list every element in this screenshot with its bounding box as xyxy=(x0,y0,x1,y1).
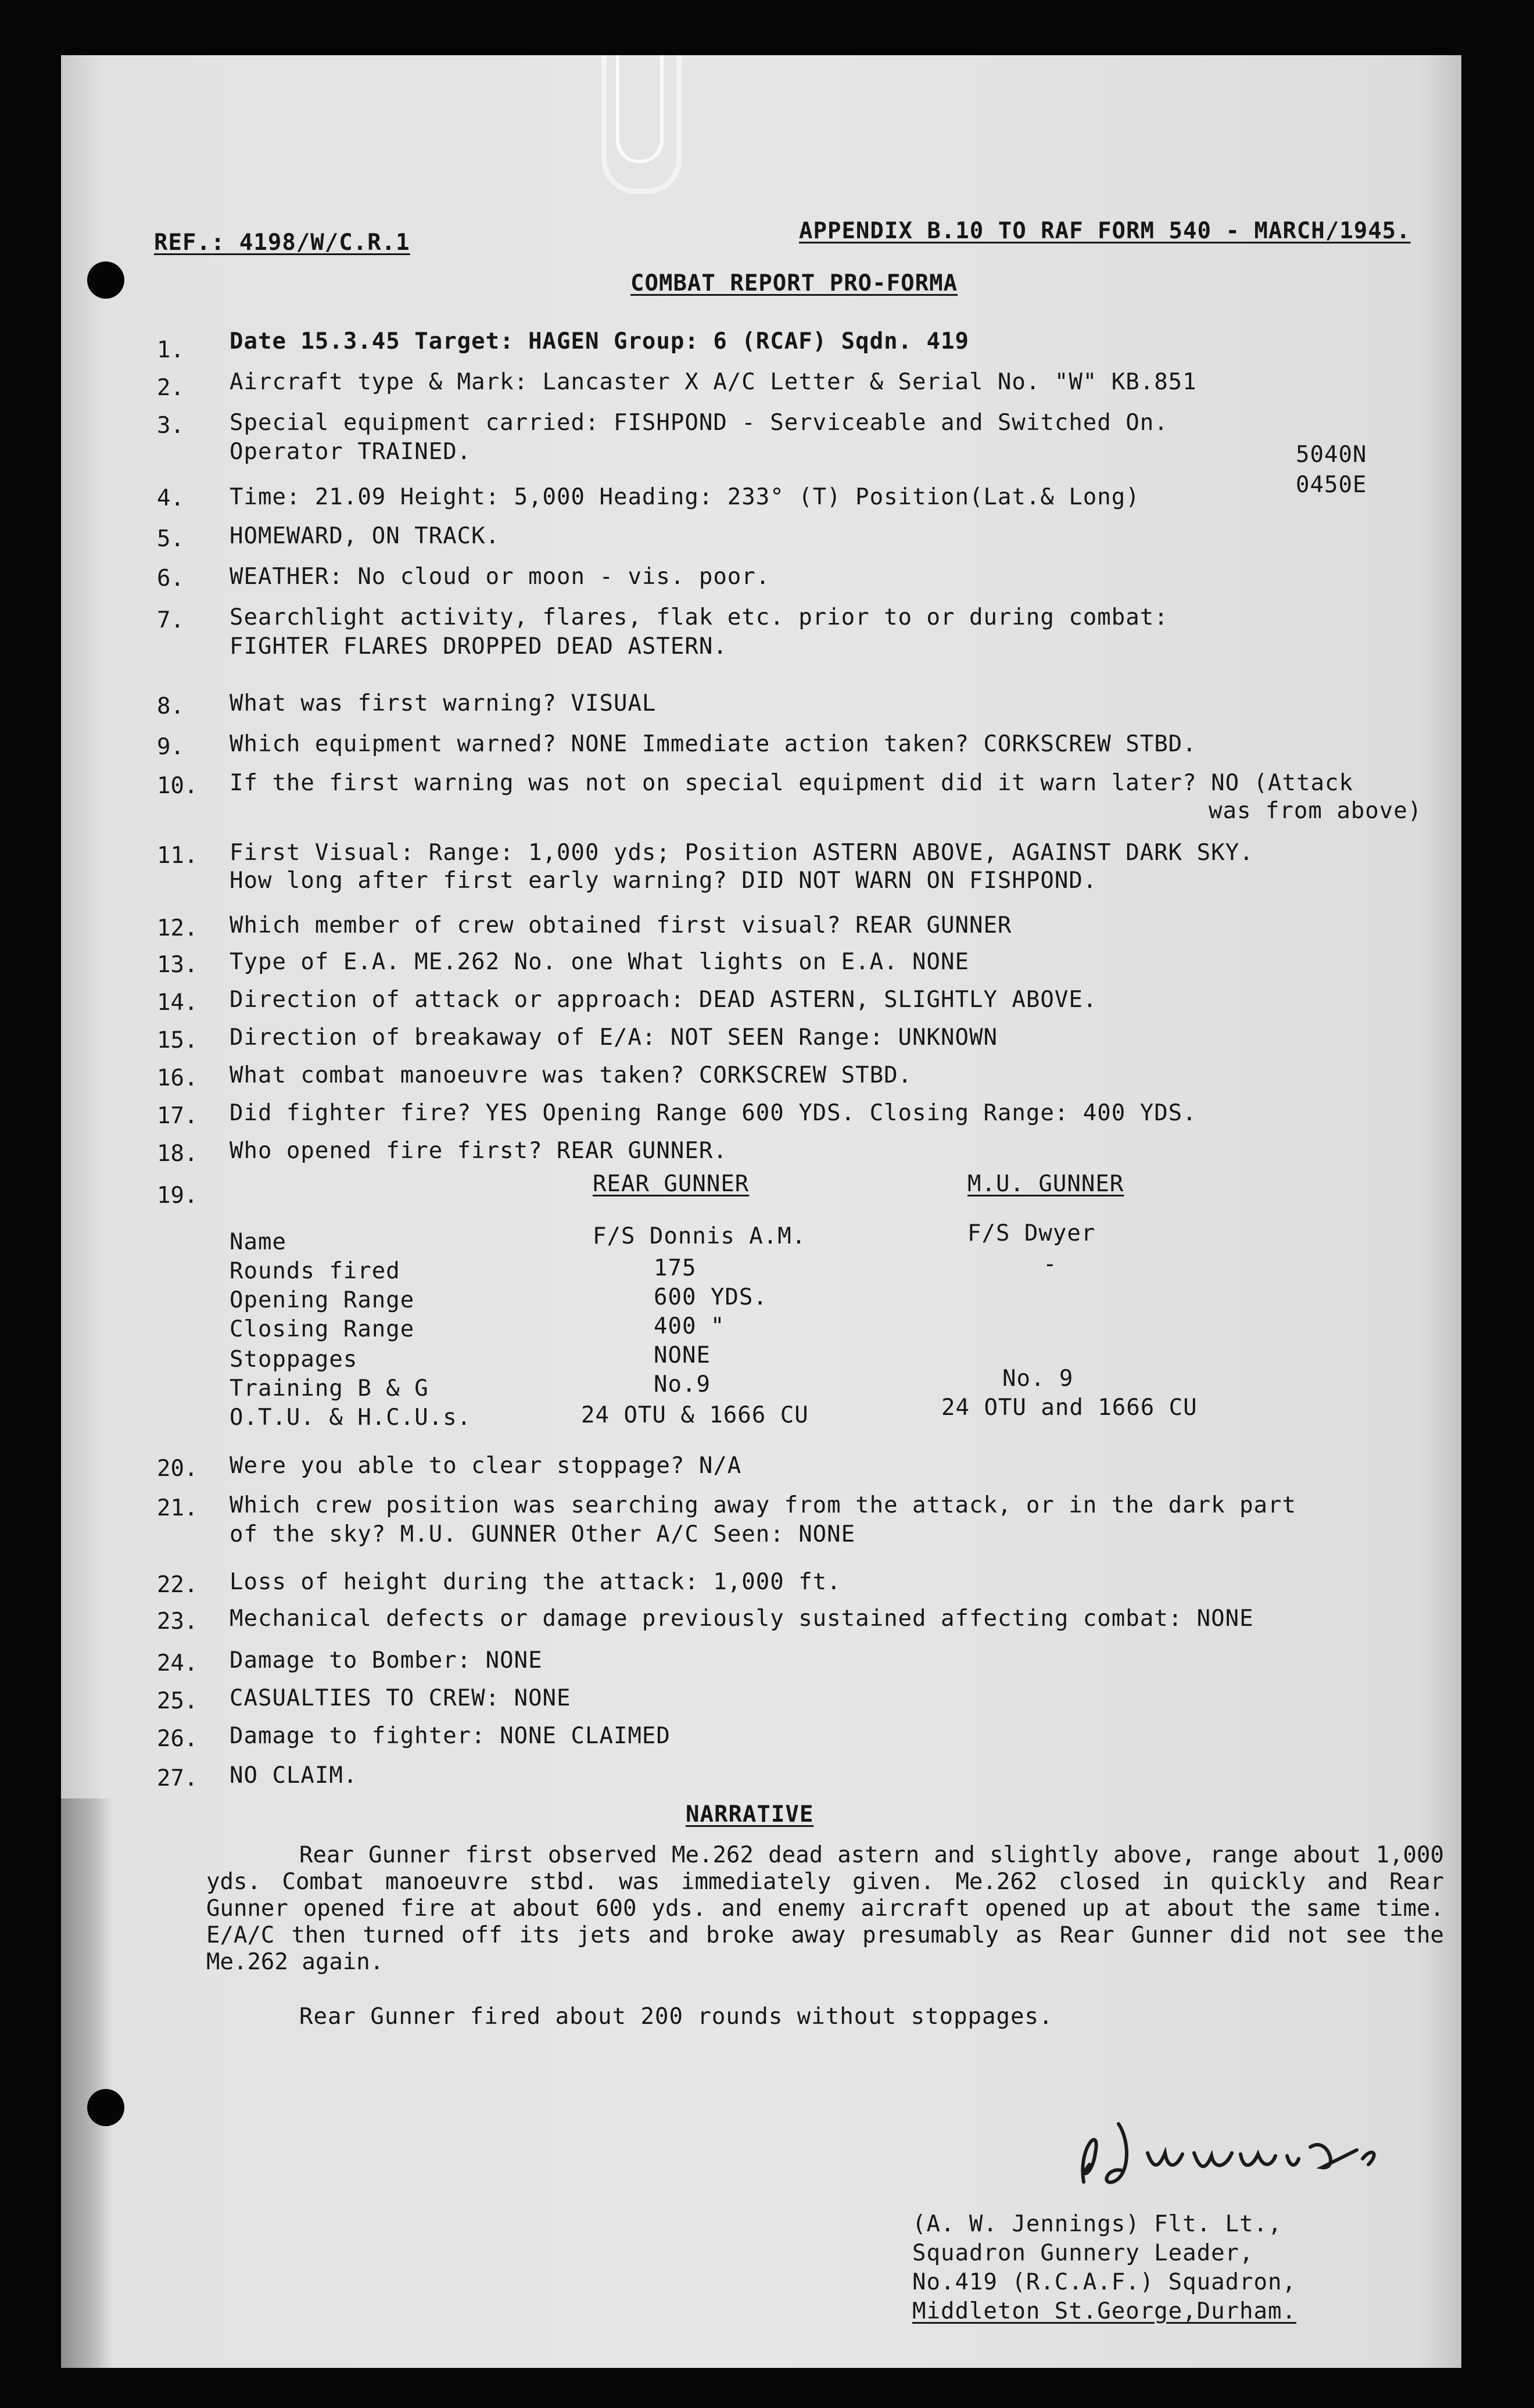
item-number: 13. xyxy=(157,952,198,978)
label-opening: Opening Range xyxy=(230,1287,415,1313)
label-training: Training B & G xyxy=(230,1375,429,1402)
label-closing: Closing Range xyxy=(230,1316,415,1342)
item-crew-visual: Which member of crew obtained first visual? REAR GUNNER xyxy=(230,912,1012,938)
rear-otu: 24 OTU & 1666 CU xyxy=(581,1402,809,1428)
signatory-squadron: No.419 (R.C.A.F.) Squadron, xyxy=(912,2269,1296,2295)
item-number: 4. xyxy=(157,485,184,511)
item-number: 2. xyxy=(157,375,184,401)
item-time-height: Time: 21.09 Height: 5,000 Heading: 233° (T) Position(Lat.& Long) xyxy=(230,484,1140,510)
reference-number: REF.: 4198/W/C.R.1 xyxy=(154,230,410,256)
item-weather: WEATHER: No cloud or moon - vis. poor. xyxy=(230,564,770,590)
item-first-warning: What was first warning? VISUAL xyxy=(230,690,657,716)
item-casualties: CASUALTIES TO CREW: NONE xyxy=(230,1685,571,1711)
item-number: 18. xyxy=(157,1141,198,1167)
item-first-visual: First Visual: Range: 1,000 yds; Position ASTERN ABOVE, AGAINST DARK SKY. xyxy=(230,840,1254,866)
mu-gunner-header: M.U. GUNNER xyxy=(967,1171,1124,1197)
item-breakaway: Direction of breakaway of E/A: NOT SEEN Range: UNKNOWN xyxy=(230,1024,998,1051)
label-rounds: Rounds fired xyxy=(230,1258,400,1284)
punch-hole-top xyxy=(87,261,124,299)
item-number: 15. xyxy=(157,1027,198,1054)
item-operator: Operator TRAINED. xyxy=(230,439,472,465)
position-longitude: 0450E xyxy=(1296,472,1367,498)
item-number: 27. xyxy=(157,1765,198,1791)
item-later-warning-cont: was from above) xyxy=(1209,798,1422,824)
rear-gunner-header: REAR GUNNER xyxy=(593,1171,750,1197)
item-number: 12. xyxy=(157,915,198,941)
item-special-equipment: Special equipment carried: FISHPOND - Serviceable and Switched On. xyxy=(230,410,1169,436)
item-loss-of-height: Loss of height during the attack: 1,000 ft. xyxy=(230,1569,841,1595)
item-number: 22. xyxy=(157,1572,198,1598)
item-clear-stoppage: Were you able to clear stoppage? N/A xyxy=(230,1453,742,1479)
item-number: 11. xyxy=(157,843,198,869)
item-number: 10. xyxy=(157,773,198,799)
rear-training: No.9 xyxy=(654,1371,711,1397)
item-homeward: HOMEWARD, ON TRACK. xyxy=(230,523,500,549)
item-number: 26. xyxy=(157,1726,198,1752)
item-crew-searching-cont: of the sky? M.U. GUNNER Other A/C Seen: NONE xyxy=(230,1521,856,1547)
paper-clip-inner xyxy=(616,55,664,163)
paper-fold-shadow xyxy=(61,1798,113,2368)
label-stoppages: Stoppages xyxy=(230,1346,358,1373)
item-number: 3. xyxy=(157,413,184,439)
item-date-target: Date 15.3.45 Target: HAGEN Group: 6 (RCAF) Sqdn. 419 xyxy=(230,328,969,354)
label-otu: O.T.U. & H.C.U.s. xyxy=(230,1404,472,1431)
item-later-warning: If the first warning was not on special equipment did it warn later? NO (Attack xyxy=(230,770,1353,796)
narrative-heading: NARRATIVE xyxy=(686,1801,814,1827)
punch-hole-bottom xyxy=(87,2089,124,2126)
item-no-claim: NO CLAIM. xyxy=(230,1762,358,1789)
item-fighter-flares: FIGHTER FLARES DROPPED DEAD ASTERN. xyxy=(230,633,727,660)
item-number: 8. xyxy=(157,693,184,719)
item-number: 17. xyxy=(157,1103,198,1129)
document-page xyxy=(61,55,1461,2368)
position-latitude: 5040N xyxy=(1296,442,1367,468)
label-name: Name xyxy=(230,1229,286,1255)
narrative-paragraph-2: Rear Gunner fired about 200 rounds without stoppages. xyxy=(299,2004,1053,2030)
item-number: 19. xyxy=(157,1182,198,1209)
item-number: 7. xyxy=(157,607,184,633)
item-number: 6. xyxy=(157,565,184,592)
item-number: 14. xyxy=(157,990,198,1016)
form-title: COMBAT REPORT PRO-FORMA xyxy=(630,270,958,296)
mu-rounds: - xyxy=(1043,1251,1058,1277)
item-combat-manoeuvre: What combat manoeuvre was taken? CORKSCREW STBD. xyxy=(230,1062,913,1088)
item-equipment-warned: Which equipment warned? NONE Immediate action taken? CORKSCREW STBD. xyxy=(230,731,1197,757)
item-number: 5. xyxy=(157,526,184,552)
mu-otu: 24 OTU and 1666 CU xyxy=(941,1395,1198,1421)
rear-name: F/S Donnis A.M. xyxy=(593,1223,807,1249)
item-damage-fighter: Damage to fighter: NONE CLAIMED xyxy=(230,1723,671,1749)
rear-opening: 600 YDS. xyxy=(654,1284,768,1310)
item-number: 1. xyxy=(157,337,184,363)
item-opened-fire: Who opened fire first? REAR GUNNER. xyxy=(230,1138,727,1164)
item-fighter-fire: Did fighter fire? YES Opening Range 600 YDS. Closing Range: 400 YDS. xyxy=(230,1100,1197,1126)
rear-rounds: 175 xyxy=(654,1255,697,1281)
item-number: 20. xyxy=(157,1456,198,1482)
item-number: 21. xyxy=(157,1495,198,1521)
handwritten-signature xyxy=(1066,2112,1392,2199)
item-number: 23. xyxy=(157,1608,198,1635)
rear-closing: 400 " xyxy=(654,1313,725,1339)
narrative-paragraph: Rear Gunner first observed Me.262 dead astern and slightly above, range about 1,000 yds. Combat manoeuvre stbd. was immediately given. Me.262 closed in quickly and Rear Gunner opened fire at about 600 yds. and enemy aircraft opened up at about the same time. E/A/C then turned off its jets and broke away presumably as Rear Gunner did not see the Me.262 again. xyxy=(206,1842,1444,1975)
item-direction-attack: Direction of attack or approach: DEAD ASTERN, SLIGHTLY ABOVE. xyxy=(230,987,1098,1013)
signatory-position: Squadron Gunnery Leader, xyxy=(912,2240,1254,2266)
item-mechanical-defects: Mechanical defects or damage previously sustained affecting combat: NONE xyxy=(230,1606,1254,1632)
signatory-name-rank: (A. W. Jennings) Flt. Lt., xyxy=(912,2211,1282,2237)
mu-training: No. 9 xyxy=(1002,1366,1074,1392)
item-number: 9. xyxy=(157,734,184,760)
item-damage-bomber: Damage to Bomber: NONE xyxy=(230,1647,543,1674)
item-early-warning: How long after first early warning? DID NOT WARN ON FISHPOND. xyxy=(230,868,1098,894)
item-number: 25. xyxy=(157,1688,198,1714)
item-type-ea: Type of E.A. ME.262 No. one What lights on E.A. NONE xyxy=(230,949,969,975)
rear-stoppages: NONE xyxy=(654,1342,711,1368)
appendix-reference: APPENDIX B.10 TO RAF FORM 540 - MARCH/1945. xyxy=(799,218,1411,244)
mu-name: F/S Dwyer xyxy=(967,1220,1096,1246)
item-aircraft: Aircraft type & Mark: Lancaster X A/C Letter & Serial No. "W" KB.851 xyxy=(230,369,1197,395)
signatory-location: Middleton St.George,Durham. xyxy=(912,2298,1296,2324)
item-number: 16. xyxy=(157,1065,198,1091)
item-searchlight: Searchlight activity, flares, flak etc. prior to or during combat: xyxy=(230,604,1169,630)
item-crew-searching: Which crew position was searching away from the attack, or in the dark part xyxy=(230,1492,1296,1518)
item-number: 24. xyxy=(157,1650,198,1676)
